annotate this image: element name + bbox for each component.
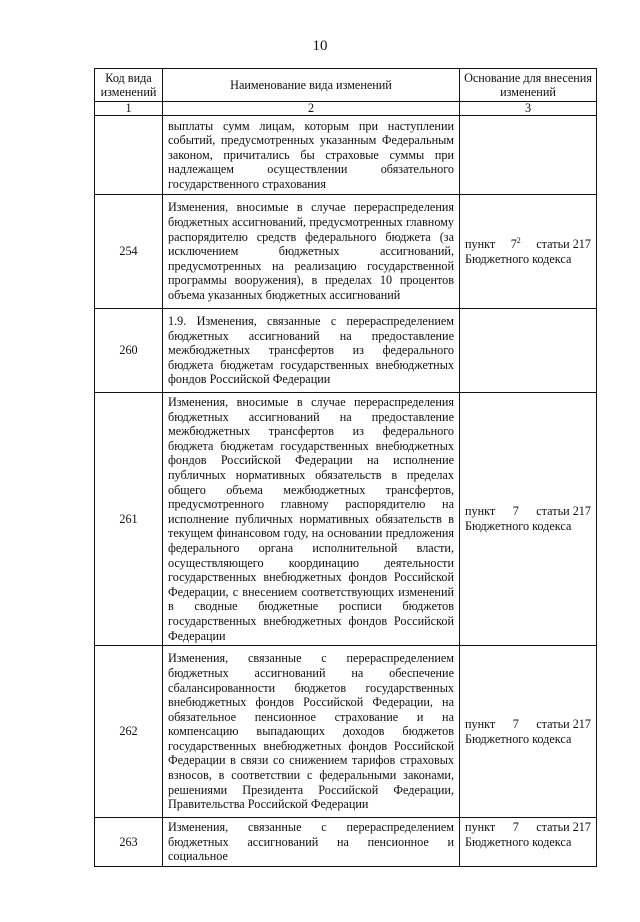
table-row: [95, 116, 597, 195]
table-row: [95, 646, 597, 818]
basis-code-name: Бюджетного кодекса: [465, 834, 572, 849]
basis-article-number: 217: [572, 820, 591, 835]
table-row: [95, 195, 597, 309]
basis-word: статьи: [536, 820, 570, 835]
column-number: 1: [95, 102, 163, 116]
basis-word: статьи: [536, 717, 570, 731]
basis-reference-line: [465, 717, 591, 732]
changes-table: [94, 68, 597, 867]
row-description: Изменения, связанные с перераспределением бюджетных ассигнований на пенсионное и социальное: [163, 818, 460, 867]
row-code: [95, 116, 163, 195]
basis-article: [536, 717, 591, 732]
row-code: 261: [95, 393, 163, 646]
basis-paragraph-number: [513, 717, 519, 732]
basis-code-name: Бюджетного кодекса: [465, 251, 572, 266]
basis-paragraph-number: [513, 504, 519, 519]
column-number: 3: [460, 102, 597, 116]
basis-reference-line: [465, 504, 591, 519]
basis-word: статьи: [536, 236, 570, 251]
basis-word: пункт: [465, 717, 496, 731]
basis-reference-line: [465, 820, 591, 835]
row-basis: [460, 818, 597, 867]
basis-paragraph-number: [513, 820, 519, 835]
basis-word: статьи: [536, 504, 570, 519]
basis-article: [536, 504, 591, 519]
basis-superscript: 2: [516, 235, 521, 245]
row-description: выплаты сумм лицам, которым при наступлении событий, предусмотренных указанным Федеральным законом, причитались бы страховые суммы при надлежащем осуществлении обязательного государственного страхования: [163, 116, 460, 195]
row-description: 1.9. Изменения, связанные с перераспределением бюджетных ассигнований на предоставление межбюджетных трансфертов из федерального бюджета бюджетам государственных внебюджетных фондов Российской Федерации: [163, 309, 460, 393]
basis-word: пункт: [465, 820, 496, 835]
basis-reference-line: [465, 237, 591, 252]
row-basis: [460, 309, 597, 393]
basis-code-name: Бюджетного кодекса: [465, 731, 572, 746]
row-code: 262: [95, 646, 163, 818]
row-code: 260: [95, 309, 163, 393]
row-code: 263: [95, 818, 163, 867]
row-basis: [460, 116, 597, 195]
basis-number: 7: [510, 236, 517, 251]
row-basis: [460, 195, 597, 309]
basis-word: пункт: [465, 236, 496, 251]
column-number-row: [95, 102, 597, 116]
basis-article-number: 217: [572, 504, 591, 519]
table-row: [95, 818, 597, 867]
header-code: Код вида изменений: [95, 69, 163, 102]
basis-article-number: 217: [572, 236, 591, 251]
table-row: [95, 309, 597, 393]
basis-word: пункт: [465, 504, 496, 519]
basis-article-number: 217: [572, 717, 591, 731]
basis-number: 7: [512, 717, 519, 731]
header-basis: Основание для внесения изменений: [460, 69, 597, 102]
page-number: 10: [312, 38, 328, 54]
basis-paragraph-number: [511, 237, 521, 252]
header-name: Наименование вида изменений: [163, 69, 460, 102]
row-description: Изменения, вносимые в случае перераспределения бюджетных ассигнований на предоставление межбюджетных трансфертов из федерального бюджета бюджетам государственных внебюджетных фондов Российской Федерации на исполнение публичных нормативных обязательств в пределах общего объема межбюджетных трансфертов, предусмотренного главному распорядителю на исполнение публичных нормативных обязательств в текущем финансовом году, на основании предложения федерального органа исполнительной власти, осуществляющего координацию деятельности государственных внебюджетных фондов Российской Федерации, с внесением соответствующих изменений в сводные бюджетные росписи бюджетов государственных внебюджетных фондов Российской Федерации: [163, 393, 460, 646]
table-header-row: [95, 69, 597, 102]
basis-article: [536, 237, 591, 252]
column-number: 2: [163, 102, 460, 116]
basis-number: 7: [512, 820, 519, 835]
basis-number: 7: [512, 504, 519, 519]
row-description: Изменения, вносимые в случае перераспределения бюджетных ассигнований, предусмотренных главному распорядителю средств федерального бюджета (за исключением бюджетных ассигнований, предусмотренных на реализацию государственной программы вооружения), в пределах 10 процентов объема указанных бюджетных ассигнований: [163, 195, 460, 309]
row-code: 254: [95, 195, 163, 309]
row-description: Изменения, связанные с перераспределением бюджетных ассигнований на обеспечение сбалансированности бюджетов государственных внебюджетных фондов Российской Федерации, на обязательное пенсионное страхование и на компенсацию выпадающих доходов бюджетов государственных внебюджетных фондов Российской Федерации в связи со снижением тарифов страховых взносов, в соответствии с федеральными законами, решениями Президента Российской Федерации, Правительства Российской Федерации: [163, 646, 460, 818]
row-basis: [460, 393, 597, 646]
basis-article: [536, 820, 591, 835]
basis-code-name: Бюджетного кодекса: [465, 519, 572, 534]
table-row: [95, 393, 597, 646]
row-basis: [460, 646, 597, 818]
